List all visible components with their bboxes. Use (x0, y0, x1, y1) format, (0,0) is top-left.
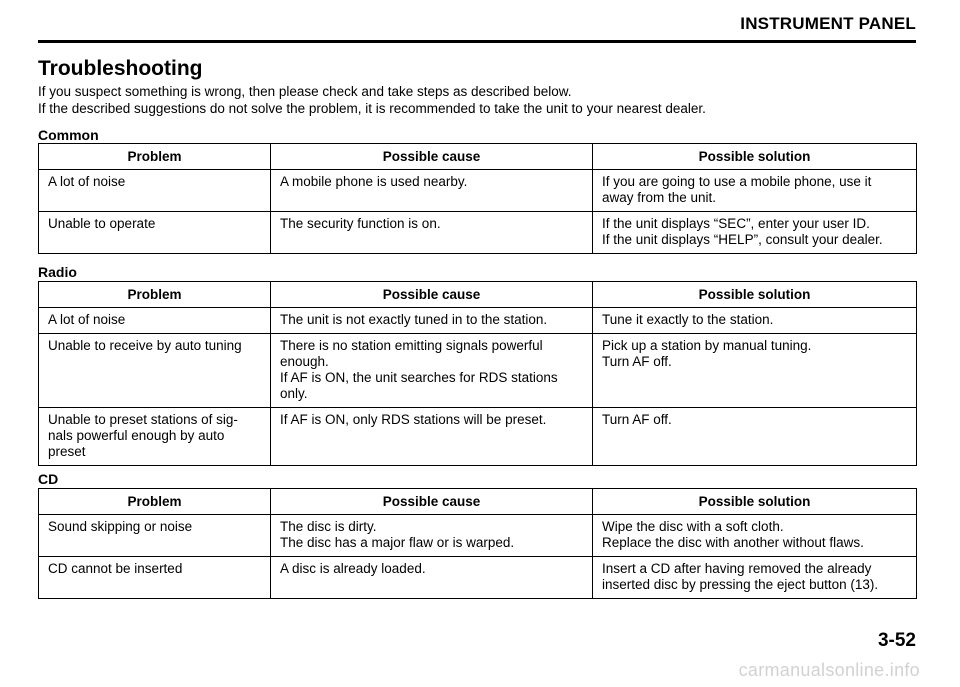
cell-line: If AF is ON, the unit searches for RDS stations (280, 370, 558, 385)
cause-cell (271, 557, 593, 599)
solution-cell (593, 515, 917, 557)
cell-line: A lot of noise (48, 312, 126, 327)
column-header-solution: Possible solution (593, 282, 917, 308)
cell-line: There is no station emitting signals powerful (280, 338, 543, 353)
cell-line: Unable to receive by auto tuning (48, 338, 242, 353)
cell-line: If AF is ON, only RDS stations will be preset. (280, 412, 547, 427)
table-cd (38, 488, 917, 599)
cell-line: A mobile phone is used nearby. (280, 174, 468, 189)
cell-line: enough. (280, 354, 329, 369)
intro-line: If the described suggestions do not solve the problem, it is recommended to take the unit to your nearest dealer. (38, 101, 706, 116)
problem-cell (39, 170, 271, 212)
problem-cell (39, 334, 271, 408)
problem-cell (39, 557, 271, 599)
cell-line: Unable to operate (48, 216, 156, 231)
solution-cell (593, 334, 917, 408)
page-title: Troubleshooting (38, 57, 203, 80)
cause-cell (271, 334, 593, 408)
cell-line: Pick up a station by manual tuning. (602, 338, 812, 353)
table-row (39, 557, 917, 599)
cell-line: CD cannot be inserted (48, 561, 183, 576)
solution-cell (593, 557, 917, 599)
section-label-cd: CD (38, 471, 59, 487)
column-header-solution: Possible solution (593, 144, 917, 170)
column-header-cause: Possible cause (271, 144, 593, 170)
problem-cell (39, 515, 271, 557)
cell-line: If you are going to use a mobile phone, use it (602, 174, 872, 189)
cause-cell (271, 308, 593, 334)
cause-cell (271, 170, 593, 212)
column-header-problem: Problem (39, 282, 271, 308)
solution-cell (593, 308, 917, 334)
cell-line: away from the unit. (602, 190, 717, 205)
table-common (38, 143, 917, 254)
intro-line: If you suspect something is wrong, then please check and take steps as described below. (38, 84, 572, 99)
table-row (39, 408, 917, 466)
table-row (39, 515, 917, 557)
cell-line: The disc has a major flaw or is warped. (280, 535, 515, 550)
cell-line: A disc is already loaded. (280, 561, 426, 576)
solution-cell (593, 212, 917, 254)
solution-cell (593, 170, 917, 212)
section-header-title: INSTRUMENT PANEL (740, 14, 916, 33)
cell-line: Turn AF off. (602, 354, 672, 369)
cell-line: If the unit displays “HELP”, consult your dealer. (602, 232, 883, 247)
cell-line: nals powerful enough by auto (48, 428, 225, 443)
cause-cell (271, 212, 593, 254)
table-row (39, 212, 917, 254)
table-row (39, 334, 917, 408)
table-row (39, 170, 917, 212)
cell-line: Unable to preset stations of sig- (48, 412, 238, 427)
cell-line: Wipe the disc with a soft cloth. (602, 519, 784, 534)
cell-line: Insert a CD after having removed the already (602, 561, 872, 576)
section-label-common: Common (38, 127, 99, 143)
cell-line: The security function is on. (280, 216, 441, 231)
cause-cell (271, 408, 593, 466)
problem-cell (39, 212, 271, 254)
column-header-cause: Possible cause (271, 282, 593, 308)
cell-line: If the unit displays “SEC”, enter your user ID. (602, 216, 870, 231)
cell-line: Tune it exactly to the station. (602, 312, 774, 327)
table-header-row (39, 144, 917, 170)
header-rule (38, 40, 916, 43)
cell-line: inserted disc by pressing the eject button (13). (602, 577, 879, 592)
table-header-row (39, 489, 917, 515)
cell-line: Sound skipping or noise (48, 519, 193, 534)
solution-cell (593, 408, 917, 466)
cell-line: A lot of noise (48, 174, 126, 189)
column-header-problem: Problem (39, 489, 271, 515)
cell-line: only. (280, 386, 308, 401)
page-number: 3-52 (877, 630, 916, 651)
column-header-problem: Problem (39, 144, 271, 170)
cell-line: The disc is dirty. (280, 519, 377, 534)
table-header-row (39, 282, 917, 308)
problem-cell (39, 408, 271, 466)
watermark-text: carmanualsonline.info (738, 660, 920, 680)
column-header-cause: Possible cause (271, 489, 593, 515)
cell-line: preset (48, 444, 86, 459)
cell-line: Replace the disc with another without flaws. (602, 535, 864, 550)
table-row (39, 308, 917, 334)
column-header-solution: Possible solution (593, 489, 917, 515)
section-label-radio: Radio (38, 264, 77, 280)
intro-text (38, 83, 918, 117)
cause-cell (271, 515, 593, 557)
table-radio (38, 281, 917, 466)
cell-line: The unit is not exactly tuned in to the station. (280, 312, 548, 327)
problem-cell (39, 308, 271, 334)
cell-line: Turn AF off. (602, 412, 672, 427)
